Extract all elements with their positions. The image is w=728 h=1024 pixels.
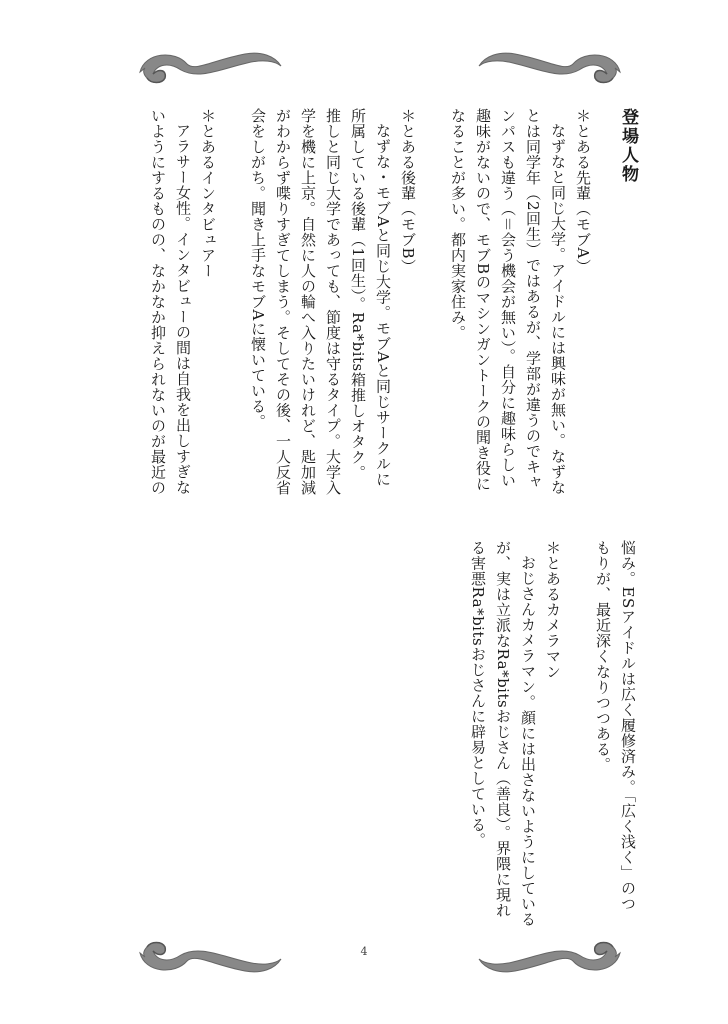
text-line: 推しと同じ大学であっても、節度は守るタイプ。大学入 bbox=[324, 108, 342, 496]
text-line: アラサー女性。インタビューの間は自我を出しすぎな bbox=[174, 123, 192, 495]
text-line: 会をしがち。聞き上手なモブAに懐いている。 bbox=[249, 108, 267, 430]
page-number: 4 bbox=[360, 945, 368, 958]
bottom-left-ornament-icon bbox=[135, 935, 285, 985]
top-left-ornament-icon bbox=[135, 40, 285, 90]
bottom-lines bbox=[465, 540, 640, 930]
text-line: が、実は立派なRa*bitsおじさん（善良）。界隈に現れ bbox=[494, 540, 512, 918]
text-line: おじさんカメラマン。顔には出さないようにしている bbox=[519, 555, 537, 927]
text-line: 悩み。ESアイドルは広く履修済み。「広く浅く」のつ bbox=[619, 540, 637, 912]
page-title: 登場人物 bbox=[618, 108, 638, 184]
blank-line bbox=[565, 540, 590, 930]
text-line: る害悪Ra*bitsおじさんに辟易としている。 bbox=[469, 540, 487, 848]
blank-line bbox=[220, 108, 245, 508]
text-line: 学を機に上京。自然に人の輪へ入りたいけれど、匙加減 bbox=[299, 108, 317, 496]
section-heading: ＊とある先輩（モブA） bbox=[574, 108, 592, 275]
top-lines bbox=[145, 108, 595, 508]
text-line: 所属している後輩（1回生）。Ra*bits箱推しオタク。 bbox=[349, 108, 367, 481]
text-line: 趣味がないので、モブBのマシンガントークの聞き役に bbox=[474, 108, 492, 492]
top-text-block bbox=[145, 108, 640, 508]
text-line: なずなと同じ大学。アイドルには興味が無い。なずな bbox=[549, 123, 567, 495]
text-line: ンパスも違う（＝会う機会が無い）。自分に趣味らしい bbox=[499, 108, 517, 489]
bottom-right-ornament-icon bbox=[475, 935, 625, 985]
text-line: なることが多い。都内実家住み。 bbox=[449, 108, 467, 341]
bottom-text-block bbox=[465, 540, 640, 930]
section-heading: ＊とある後輩（モブB） bbox=[399, 108, 417, 275]
top-right-ornament-icon bbox=[475, 40, 625, 90]
blank-line bbox=[420, 108, 445, 508]
text-line: もりが、最近深くなりつつある。 bbox=[594, 540, 612, 773]
text-line: とは同学年（2回生）ではあるが、学部が違うのでキャ bbox=[524, 108, 542, 491]
section-heading: ＊とあるカメラマン bbox=[544, 540, 562, 680]
text-line: いようにするものの、なかなか抑えられないのが最近の bbox=[149, 108, 167, 496]
text-line: がわからず喋りすぎてしまう。そしてその後、一人反省 bbox=[274, 108, 292, 496]
section-heading: ＊とあるインタビュアー bbox=[199, 108, 217, 279]
text-line: なずな・モブAと同じ大学。モブAと同じサークルに bbox=[374, 123, 392, 487]
